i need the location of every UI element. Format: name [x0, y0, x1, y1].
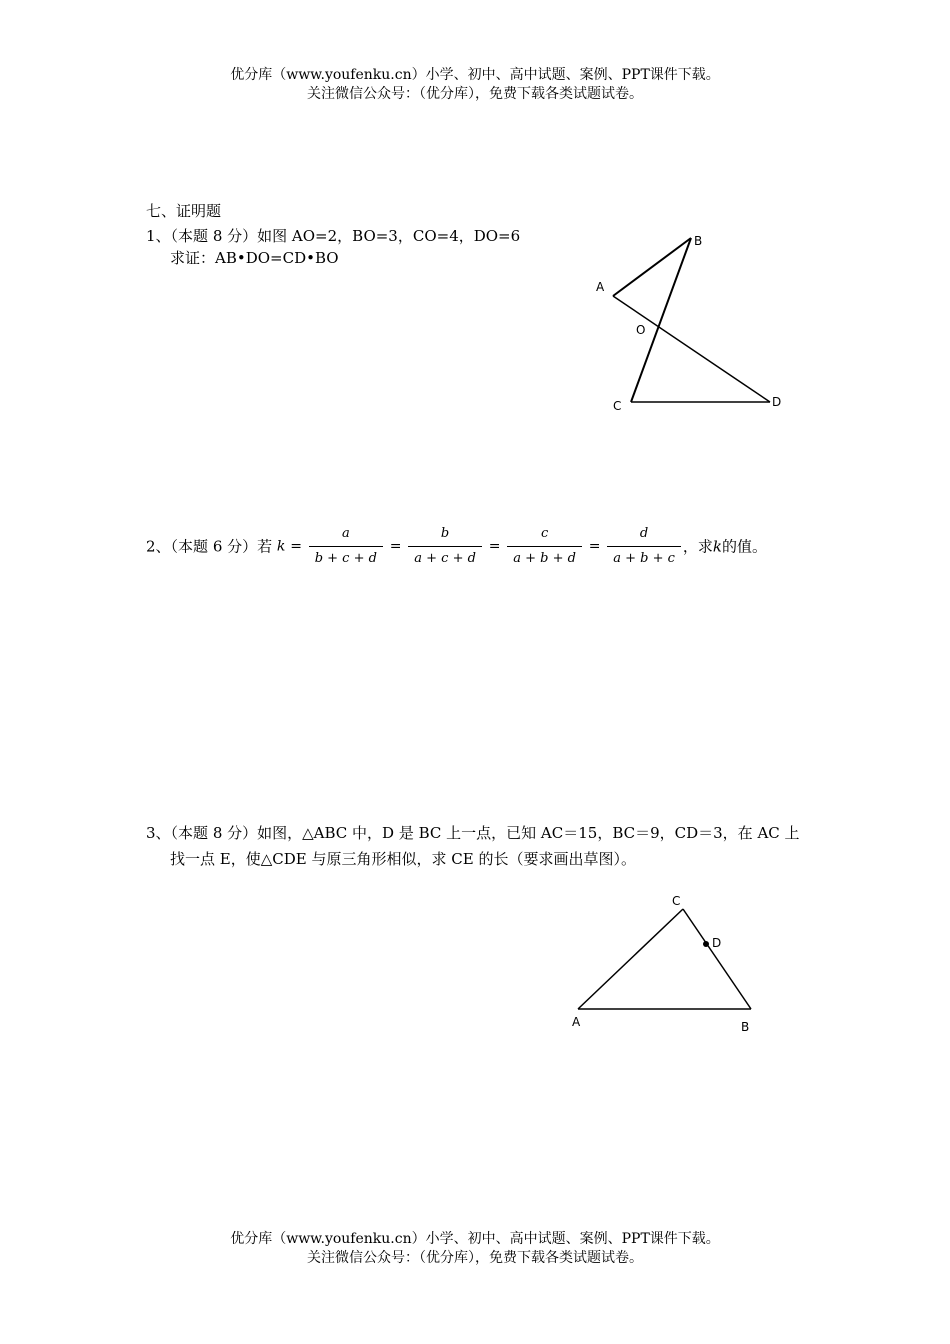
label-b: B: [741, 1020, 750, 1034]
side-bc: [683, 909, 751, 1009]
q2-statement: [146, 524, 767, 569]
label-o: O: [636, 323, 646, 337]
fraction-numerator: d: [639, 526, 649, 541]
q2-fraction-3: [507, 524, 582, 569]
label-b: B: [694, 234, 703, 248]
footer-line-2: 关注微信公众号：（优分库），免费下载各类试题试卷。: [307, 1250, 643, 1266]
q1-number: 1、: [146, 227, 171, 245]
q2-fraction-1: [309, 524, 383, 569]
segment-bc: [631, 238, 691, 402]
fraction-denominator: a + c + d: [408, 546, 482, 569]
footer-line-1: 优分库（www.youfenku.cn）小学、初中、高中试题、案例、PPT课件下载。: [230, 1231, 720, 1247]
side-ac: [578, 909, 683, 1009]
q3-figure: [560, 885, 780, 1040]
q2-k: k: [276, 538, 286, 555]
page-header: [0, 66, 950, 104]
q2-suffix-a: ，求: [682, 537, 713, 556]
point-d: [703, 941, 709, 947]
fraction-denominator: b + c + d: [309, 546, 383, 569]
q2-suffix-b: 的值。: [722, 537, 768, 556]
section-title: 七、证明题: [146, 202, 222, 220]
q2-equals-2: =: [389, 538, 402, 555]
fraction-numerator: a: [341, 526, 350, 541]
label-d: D: [772, 395, 782, 409]
q2-prefix: （本题 6 分）若: [170, 537, 273, 556]
q3-line-2: 找一点 E，使△CDE 与原三角形相似，求 CE 的长（要求画出草图）。: [170, 850, 636, 868]
q2-fraction-2: [408, 524, 482, 569]
page-footer: [0, 1230, 950, 1268]
q1-prove: 求证：AB•DO=CD•BO: [170, 249, 339, 267]
fraction-numerator: b: [440, 526, 450, 541]
q1-figure: [580, 225, 820, 425]
q3-number: 3、: [146, 824, 171, 842]
label-a: A: [572, 1015, 581, 1029]
q2-fraction-4: [607, 524, 681, 569]
label-a: A: [596, 280, 605, 294]
fraction-denominator: a + b + c: [607, 546, 681, 569]
label-d: D: [712, 936, 722, 950]
fraction-denominator: a + b + d: [507, 546, 582, 569]
header-line-1: 优分库（www.youfenku.cn）小学、初中、高中试题、案例、PPT课件下载。: [230, 67, 720, 83]
q1-statement: [146, 225, 520, 247]
q1-text: （本题 8 分）如图 AO=2，BO=3，CO=4，DO=6: [170, 227, 521, 245]
q2-equals-1: =: [290, 538, 302, 555]
segment-ab: [613, 238, 691, 296]
q2-suffix-k: k: [712, 537, 723, 556]
q3-line-1: [146, 822, 800, 844]
label-c: C: [672, 894, 681, 908]
label-c: C: [613, 399, 622, 413]
header-line-2: 关注微信公众号：（优分库），免费下载各类试题试卷。: [307, 86, 643, 102]
fraction-numerator: c: [540, 526, 549, 541]
q2-number: 2、: [146, 537, 171, 556]
q2-equals-4: =: [588, 538, 601, 555]
q3-text-1: （本题 8 分）如图，△ABC 中，D 是 BC 上一点，已知 AC＝15，BC＝9，CD＝3，在 AC 上: [170, 824, 800, 842]
q2-equals-3: =: [488, 538, 501, 555]
